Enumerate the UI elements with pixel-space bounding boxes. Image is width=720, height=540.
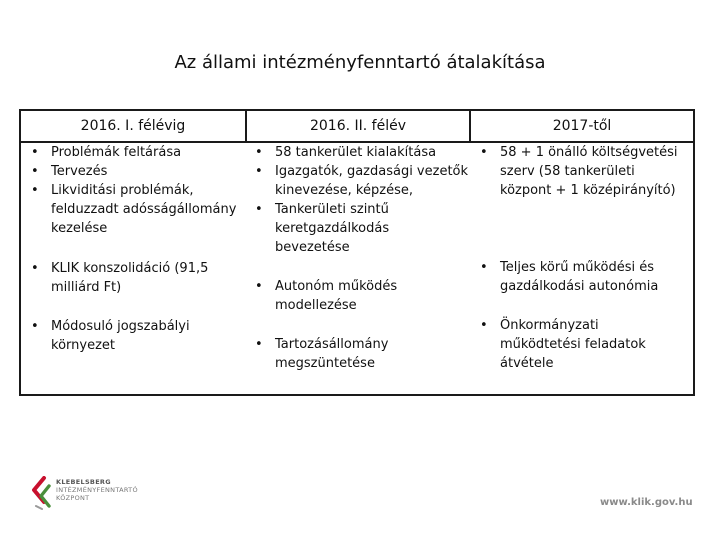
list-item-text (51, 143, 246, 162)
text-line: Igazgatók, gazdasági vezetők (275, 164, 469, 179)
bullet-icon: • (31, 183, 39, 198)
text-line: átvétele (500, 356, 554, 372)
bullet-icon: • (31, 261, 39, 276)
list-item-text (51, 181, 246, 239)
text-line: felduzzadt adósságállomány (51, 202, 237, 218)
list-item-text (51, 162, 246, 181)
list-item-text (500, 258, 695, 296)
list-item-text (500, 316, 695, 374)
text-line: bevezetése (275, 240, 350, 256)
text-line: Módosuló jogszabályi (51, 319, 190, 334)
bullet-icon: • (31, 319, 39, 334)
text-line: modellezése (275, 298, 357, 314)
text-line: Önkormányzati (500, 318, 599, 333)
logo-line-1: KLEBELSBERG (56, 478, 111, 486)
text-line: Likviditási problémák, (51, 183, 194, 198)
text-line: kezelése (51, 221, 108, 237)
bullet-icon: • (31, 164, 39, 179)
text-line: Autonóm működés (275, 279, 398, 294)
list-item-text (51, 259, 246, 297)
list-item-text (275, 335, 470, 373)
text-line: környezet (51, 338, 115, 354)
list-item-text (500, 143, 695, 201)
klik-logo-mark-icon (30, 476, 52, 510)
list-item-text (275, 200, 470, 258)
text-line: milliárd Ft) (51, 280, 122, 296)
text-line: Teljes körű működési és (500, 260, 655, 275)
text-line: 58 + 1 önálló költségvetési (500, 145, 678, 160)
bullet-icon: • (480, 260, 488, 275)
list-item-text (51, 317, 246, 355)
text-line: Problémák feltárása (51, 145, 182, 160)
bullet-icon: • (255, 202, 263, 217)
text-line: működtetési feladatok (500, 337, 646, 353)
list-item-text (275, 162, 470, 200)
text-line: Tankerületi szintű (275, 202, 389, 217)
text-line: központ + 1 középirányító) (500, 183, 676, 199)
logo-text (56, 478, 138, 502)
header-first-half-2016: 2016. I. félévig (80, 118, 186, 134)
bullet-icon: • (255, 164, 263, 179)
klebelsberg-logo (30, 476, 160, 512)
logo-line-3: KÖZPONT (56, 494, 90, 502)
text-line: Tartozásállomány (275, 337, 389, 352)
header-second-half-2016: 2016. II. félév (309, 118, 407, 134)
text-line: keretgazdálkodás (275, 221, 390, 237)
header-from-2017: 2017-től (552, 118, 612, 134)
logo-line-2: INTÉZMÉNYFENNTARTÓ (56, 486, 138, 494)
slide-title: Az állami intézményfenntartó átalakítása (174, 52, 546, 73)
list-item-text (275, 277, 470, 315)
text-line: gazdálkodási autonómia (500, 279, 659, 295)
text-line: 58 tankerület kialakítása (275, 145, 437, 160)
bullet-icon: • (255, 279, 263, 294)
bullet-icon: • (480, 145, 488, 160)
timeline-table (19, 109, 695, 396)
text-line: megszüntetése (275, 356, 375, 372)
text-line: Tervezés (51, 164, 108, 179)
bullet-icon: • (255, 145, 263, 160)
table-header-row (21, 111, 693, 143)
footer-url: www.klik.gov.hu (600, 497, 693, 508)
bullet-icon: • (255, 337, 263, 352)
text-line: kinevezése, képzése, (275, 183, 413, 199)
text-line: szerv (58 tankerületi (500, 164, 635, 180)
text-line: KLIK konszolidáció (91,5 (51, 261, 209, 276)
bullet-icon: • (31, 145, 39, 160)
bullet-icon: • (480, 318, 488, 333)
list-item-text (275, 143, 470, 162)
